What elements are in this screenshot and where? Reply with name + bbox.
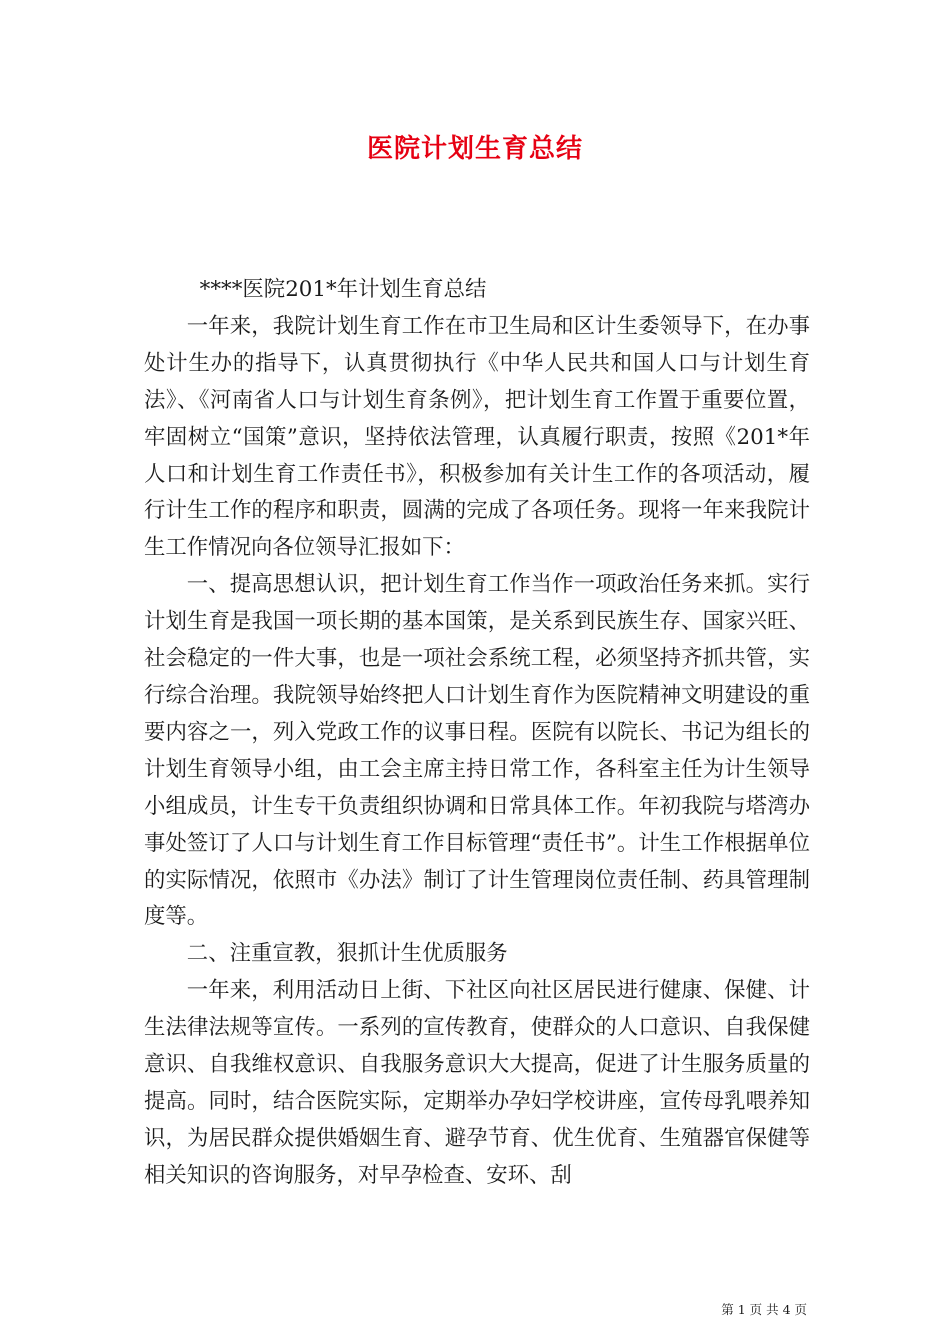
paragraph-section-two: 一年来，利用活动日上街、下社区向社区居民进行健康、保健、计生法律法规等宣传。一系列的宣传教育，使群众的人口意识、自我保健意识、自我维权意识、自我服务意识大大提高，促进了计生服务质量的提高。同时，结合医院实际，定期举办孕妇学校讲座，宣传母乳喂养知识，为居民群众提供婚姻生育、避孕节育、优生优育、生殖器官保健等相关知识的咨询服务，对早孕检查、安环、刮	[144, 978, 810, 1188]
document-subtitle: ****医院201*年计划生育总结	[199, 277, 487, 302]
section-heading-two: 二、注重宣教，狠抓计生优质服务	[186, 941, 508, 967]
page-number-footer: 第 1 页 共 4 页	[721, 1302, 807, 1317]
document-title: 医院计划生育总结	[366, 134, 583, 164]
paragraph-section-one: 一、提高思想认识，把计划生育工作当作一项政治任务来抓。实行计划生育是我国一项长期的基本国策，是关系到民族生存、国家兴旺、社会稳定的一件大事，也是一项社会系统工程，必须坚持齐抓共管，实行综合治理。我院领导始终把人口计划生育作为医院精神文明建设的重要内容之一，列入党政工作的议事日程。医院有以院长、书记为组长的计划生育领导小组，由工会主席主持日常工作，各科室主任为计生领导小组成员，计生专干负责组织协调和日常具体工作。年初我院与塔湾办事处签订了人口与计划生育工作目标管理“责任书”。计生工作根据单位的实际情况，依照市《办法》制订了计生管理岗位责任制、药具管理制度等。	[144, 572, 810, 930]
paragraph-intro: 一年来，我院计划生育工作在市卫生局和区计生委领导下，在办事处计生办的指导下，认真贯彻执行《中华人民共和国人口与计划生育法》、《河南省人口与计划生育条例》，把计划生育工作置于重要位置，牢固树立“国策”意识，坚持依法管理，认真履行职责，按照《201*年人口和计划生育工作责任书》，积极参加有关计生工作的各项活动，履行计生工作的程序和职责，圆满的完成了各项任务。现将一年来我院计生工作情况向各位领导汇报如下：	[144, 313, 810, 561]
document-body	[144, 272, 810, 1195]
